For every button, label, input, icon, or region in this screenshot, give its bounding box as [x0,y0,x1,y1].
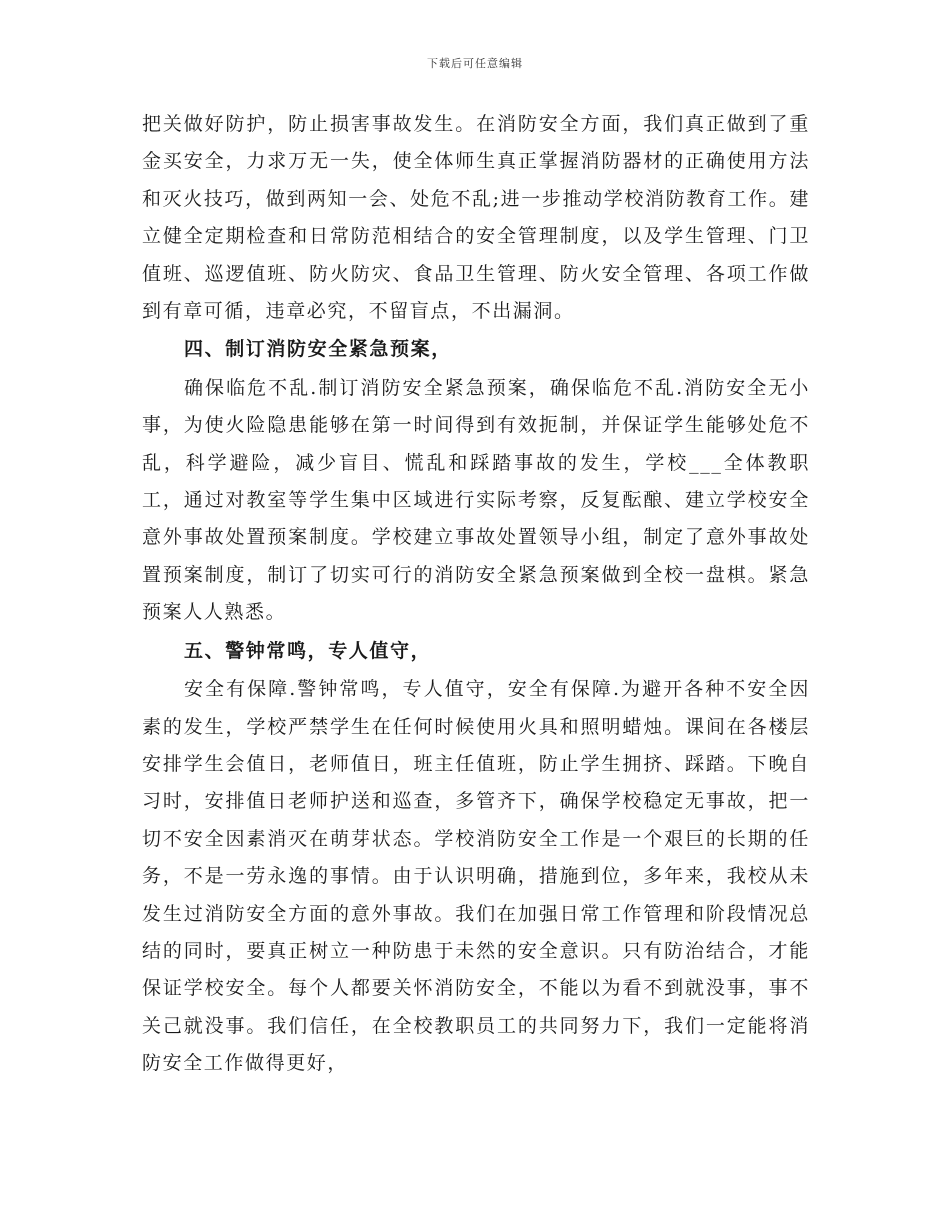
page-header: 下载后可任意编辑 [427,57,523,70]
section-heading: 四、制订消防安全紧急预案， [184,338,452,361]
section-heading: 五、警钟常鸣，专人值守， [184,639,432,662]
body-paragraph: 把关做好防护，防止损害事故发生。在消防安全方面，我们真正做到了重金买安全，力求万无一失，使全体师生真正掌握消防器材的正确使用方法和灭火技巧，做到两知一会、处危不乱;进一步推动学校消防教育工作。建立健全定期检查和日常防范相结合的安全管理制度，以及学生管理、门卫值班、巡逻值班、防火防灾、食品卫生管理、防火安全管理、各项工作做到有章可循，违章必究，不留盲点，不出漏洞。 [142,113,810,323]
body-paragraph: 安全有保障.警钟常鸣，专人值守，安全有保障.为避开各种不安全因素的发生，学校严禁学生在任何时候使用火具和照明蜡烛。课间在各楼层安排学生会值日，老师值日，班主任值班，防止学生拥挤、踩踏。下晚自习时，安排值日老师护送和巡查，多管齐下，确保学校稳定无事故，把一切不安全因素消灭在萌芽状态。学校消防安全工作是一个艰巨的长期的任务，不是一劳永逸的事情。由于认识明确，措施到位，多年来，我校从未发生过消防安全方面的意外事故。我们在加强日常工作管理和阶段情况总结的同时，要真正树立一种防患于未然的安全意识。只有防治结合，才能保证学校安全。每个人都要关怀消防安全，不能以为看不到就没事，事不关己就没事。我们信任，在全校教职员工的共同努力下，我们一定能将消防安全工作做得更好， [142,678,810,1075]
body-paragraph: 确保临危不乱.制订消防安全紧急预案，确保临危不乱.消防安全无小事，为使火险隐患能够在第一时间得到有效扼制，并保证学生能够处危不乱，科学避险，减少盲目、慌乱和踩踏事故的发生，学校___全体教职工，通过对教室等学生集中区域进行实际考察，反复酝酿、建立学校安全意外事故处置预案制度。学校建立事故处置领导小组，制定了意外事故处置预案制度，制订了切实可行的消防安全紧急预案做到全校一盘棋。紧急预案人人熟悉。 [142,376,810,624]
document-body [142,106,810,1083]
